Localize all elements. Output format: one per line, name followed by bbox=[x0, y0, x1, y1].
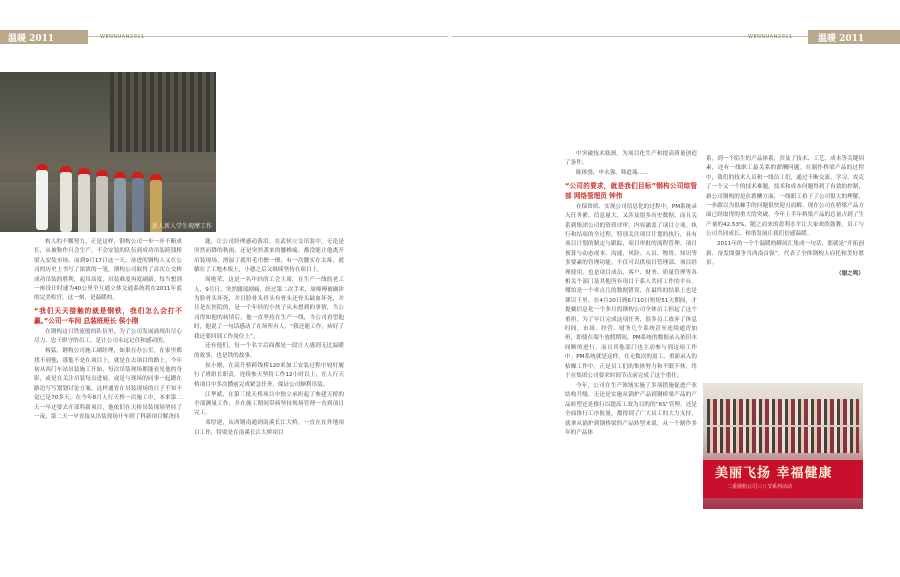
quote-heading: “我们天天接触的就是钢铁，我们怎么会打不赢。”公司一车间 总装班班长 侯小刚 bbox=[34, 306, 182, 325]
paragraph: 系，到一个陌生的产品体系，涉及了技术、工艺、成本等关键因素，还有一线职工最关系的薪酬问题。在制作桥梁产品的过程中，我们的技术人员和一线员工们，通过不断交流、学习、攻克了一个又一个的技术难题，技术和成本问题得到了有效的控制，新公司钢构的是在薪酬方面，一线职工拾子了公司很大的理解，一步跟以为很棘手的问题很快迎刃而解。现在公司在桥梁产品方面已经取得的重大的突破，今年上半年桥梁产品的总量占到了生产量的42.53%，随之而来的盈利水平让大家欢欣鼓舞，员工与公司共同成长，和谐发展让我们倍感温暖。 bbox=[706, 156, 864, 238]
article-column-2 bbox=[194, 238, 344, 439]
paragraph: 在钢构这只铁流般的队伍里，为了公司发展涌现出尽心尽力、忠于职守的员工，是让公司永远记住和感动的。 bbox=[34, 328, 182, 345]
magazine-brand-en-right: WENNUAN2011 bbox=[748, 34, 793, 40]
magazine-brand-left: 温暖 2011 bbox=[8, 34, 55, 44]
paragraph: 还有他们，每一个名字后面都是一段让人感到无比温暖的故事，也是铁的故事。 bbox=[194, 343, 344, 359]
crowd-back-row bbox=[707, 399, 859, 425]
worker-figure bbox=[132, 178, 144, 232]
worker-figure bbox=[60, 172, 72, 232]
crowd-front-row bbox=[707, 427, 859, 453]
paragraph: 构人的不懈努力。正是这样，钢构公司一步一步不断成长，从被称作只会生产，不会安装的队伍到成功吊装跨钱桥梁入安装市场。而到9月17日这一天，奋进的钢构人又在公司的历史上书写了浓浓的一笔，钢构公司取得了首次立交桥成功吊装的胜利，起吊高度，吊装难度再度刷新。每当想到一座设计时速为40公里全互通立体交通系统将在2011年底的完美收宫，这一刻，是温暖的。 bbox=[34, 239, 182, 302]
paragraph: 杨猛，钢构公司施工副经理，如果在办公室，在家里都找不到他，那他不是在项目上，就是在去项目的路上。今年初从西门车站吊装施工开始，每次吊装现场都能看见他的身影，或是在关注吊装每点进展，或是与现场的同事一起蹲在路边写写划划讨论方案，这样通宵在吊装现场的日子不知不觉已是70多天。在今年8月人行天桥一次施工中，本来第二天一早还要去开部科新项目，他依旧在天桥吊装现场坚持了一夜，第二天一早直接从吊装现场开车到了科新项目解决问 bbox=[34, 348, 182, 420]
paragraph: 2011年的一个个温暖的瞬间汇集成一句话，那就是“开拓创新、奋发图强争当西南首强”，代表了全体钢构人肩托和美好愿景。 bbox=[706, 241, 864, 266]
article-column-3 bbox=[565, 150, 697, 439]
paragraph: 中突破技术瓶颈，为项目化生产和提高质量创造了条件。 bbox=[565, 151, 697, 167]
paragraph: 侯小刚，在高升桥跨线桥120米加工安装过程中较好履行了班组长职责，连续参天坚持工作12小时以上，在人行天桥项目中多次攒前完成紧急任务，保证公司顺利吊装。 bbox=[194, 362, 344, 388]
paragraph: 邓厚建，从西钢南通到南溪长江大桥，一直在在外地项目工作，特别是在南溪长江大桥项目 bbox=[194, 420, 344, 436]
magazine-brand-en-left: WENNUAN2011 bbox=[100, 34, 145, 40]
worker-figure bbox=[114, 178, 126, 232]
author-signature: （谢之鸣） bbox=[836, 271, 864, 278]
group-event-photo bbox=[703, 383, 863, 509]
magazine-brand-right: 温暖 2011 bbox=[818, 34, 865, 44]
workers-site-photo bbox=[0, 72, 216, 232]
paragraph: 江华斌，在第三批天桥项目中独立承担起了参建天桥的全部测量工作，并在施工期间带病坚持现场管理一直到项目完工。 bbox=[194, 391, 344, 417]
paragraph: 今年，公司在生产领域实施了多项措施促进产业结构升级，无论是实施从锅炉产品到钢桥梁产品的产品转型还是推行以提高工效为目的的“6S”管理，还是全面推行工序报量，都得到了广大员工的大力支持，就拿从锅炉到钢桥梁的产品转型来说，从一个制作多年的产品体 bbox=[565, 382, 697, 436]
paragraph: 题，让公司经理感动落泪。在武侯立交吊装中，无论是突然而降的秋雨，还是突然袭来的腰椎痛，都没能让他离开吊装现场，滑湿了就用毛巾擦一擦，有一次腰实在太疼，就躺在了工地木板上，小憩之后又继续坚持在项目上。 bbox=[194, 239, 344, 274]
article-column-1 bbox=[34, 238, 182, 423]
photo-caption: 新人新人学生观摩工作 bbox=[151, 223, 212, 230]
worker-figure bbox=[36, 170, 48, 230]
quote-heading: “公司的要求，就是我们目标”钢构公司综管部 网络管理员 钟伟 bbox=[565, 181, 697, 200]
paragraph: 陈体骁、申永强、韩道瑞…… bbox=[576, 170, 649, 177]
banner-title: 美丽飞扬 幸福健康 bbox=[715, 466, 833, 481]
article-column-4 bbox=[706, 155, 864, 280]
steel-beams bbox=[110, 72, 216, 152]
worker-figure bbox=[96, 176, 108, 232]
paragraph: 周艳荣，这是一名年轻的工会主席，在生产一线的老工人，9月日，突然腰部剧痛，经过第二次手术，周师傅被确诊为脸骨头坏死，并且脸骨头骨头有骨头还骨头缺血坏死，并且是在医院的，是一个年轻的小伙子从未想到的事情，当公司得知他的病情后，他一直坚持在生产一线，当公司看望他时，他说了一句话感动了在场所有人，“我还能工作，病好了我还要回到工作岗位上”。 bbox=[194, 277, 344, 340]
banner-subtitle: 二重钢构公司三八节系列活动 bbox=[727, 484, 793, 490]
paragraph: 在保资质、实现公司信息化的过程中，PM系统录入任务紧、信息量大，又涉及很多历史数据，而且关系到集团公司的资质评审，内容涵盖了项目立项、执行和结项的全过程，特别关注项目计划的执行，具有项目计划的制定与跟踪，项目审批的流程管理、项目预算与动态成本、沟通、风险、人员、物资、知识等多要素的管理功能。不仅可以供项目管理部、项目经理使用，也是项目成员、客户、财务、质量管理等各相关个部门及其他所有项目干系人共同工作的平台。哪怕是一个零点几的数据错误，在最终的结果上也是谬以千里。在4月20日到6月10日短短51天期间，才提戴信息化一个多月的钢构公司全体员工担起了这个重担，为了早日完成这项任务，很多员工放弃了休息时间，市场、经营、财务几个系统甚至连续通宵加班，即使在端午放假期间，PM系统的数据录入依旧水间断的进行，而且其他部门也主动参与到这项工作中。PM系统就是这样，在无数次的返工、重新录入的枯燥工作中，正是员工们的集体努力和不眠不休，终于在集团公司要求时间节点前完成了这个重任。 bbox=[565, 203, 697, 380]
worker-figure bbox=[78, 174, 90, 232]
